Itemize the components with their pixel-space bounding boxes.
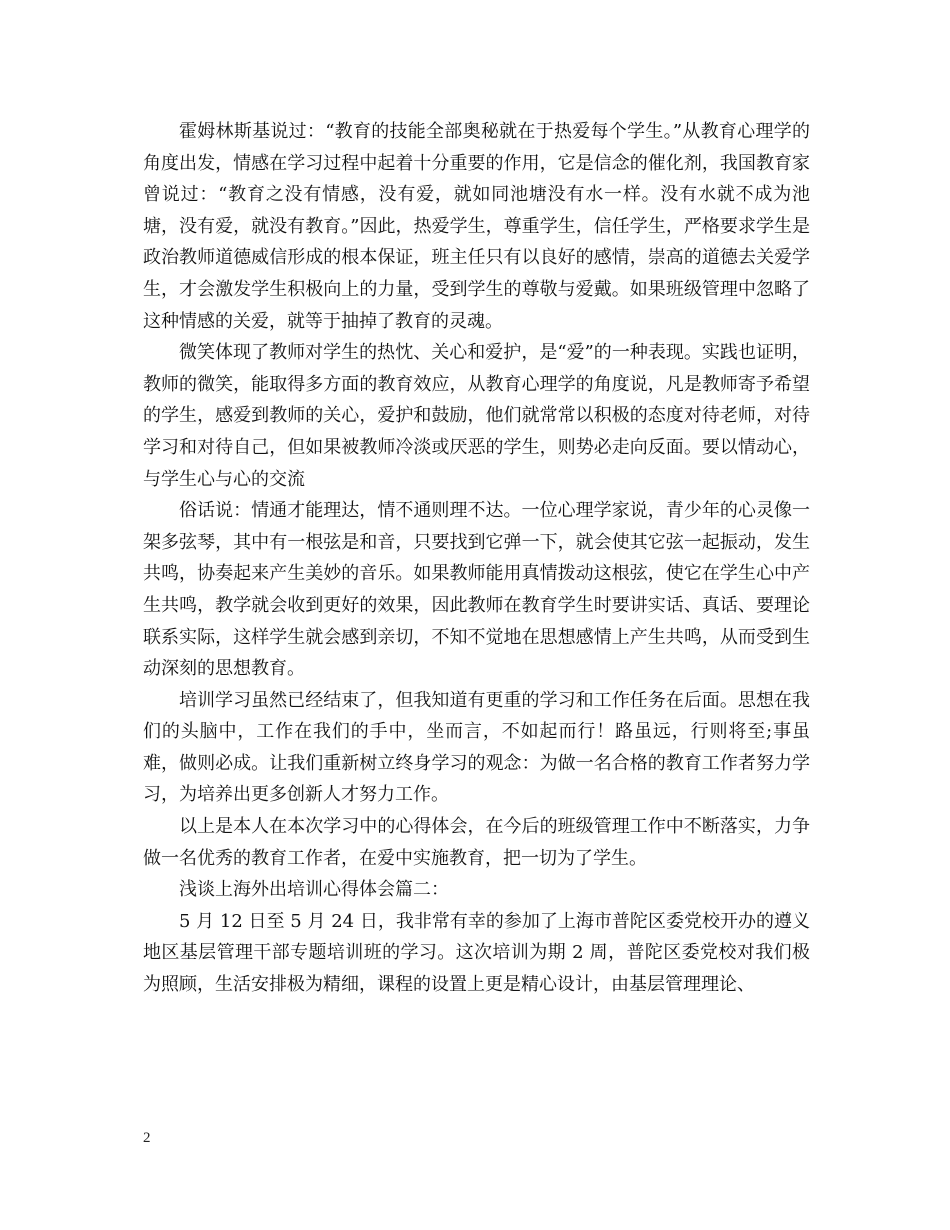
document-body — [143, 116, 810, 1001]
section-heading: 浅谈上海外出培训心得体会篇二： — [179, 879, 449, 901]
paragraph: 微笑体现了教师对学生的热忱、关心和爱护，是“爱”的一种表现。实践也证明，教师的微笑，能取得多方面的教育效应，从教育心理学的角度说，凡是教师寄予希望的学生，感爱到教师的关心，爱护和鼓励，他们就常常以积极的态度对待老师，对待学习和对待自己，但如果被教师冷淡或厌恶的学生，则势必走向反面。要以情动心，与学生心与心的交流 — [143, 342, 810, 490]
page-number: 2 — [143, 1130, 151, 1146]
paragraph: 霍姆林斯基说过：“教育的技能全部奥秘就在于热爱每个学生。”从教育心理学的角度出发，情感在学习过程中起着十分重要的作用，它是信念的催化剂，我国教育家曾说过：“教育之没有情感，没有爱，就如同池塘没有水一样。没有水就不成为池塘，没有爱，就没有教育。”因此，热爱学生，尊重学生，信任学生，严格要求学生是政治教师道德威信形成的根本保证，班主任只有以良好的感情，崇高的道德去关爱学生，才会激发学生积极向上的力量，受到学生的尊敬与爱戴。如果班级管理中忽略了这种情感的关爱，就等于抽掉了教育的灵魂。 — [143, 121, 810, 332]
paragraph: 培训学习虽然已经结束了，但我知道有更重的学习和工作任务在后面。思想在我们的头脑中，工作在我们的手中，坐而言，不如起而行！路虽远，行则将至;事虽难，做则必成。让我们重新树立终身学习的观念：为做一名合格的教育工作者努力学习，为培养出更多创新人才努力工作。 — [143, 689, 810, 806]
paragraph: 5 月 12 日至 5 月 24 日，我非常有幸的参加了上海市普陀区委党校开办的遵义地区基层管理干部专题培训班的学习。这次培训为期 2 周，普陀区委党校对我们极为照顾，生活安排极为精细，课程的设置上更是精心设计，由基层管理理论、 — [143, 910, 810, 996]
paragraph: 俗话说：情通才能理达，情不通则理不达。一位心理学家说，青少年的心灵像一架多弦琴，其中有一根弦是和音，只要找到它弹一下，就会使其它弦一起振动，发生共鸣，协奏起来产生美妙的音乐。如果教师能用真情拨动这根弦，使它在学生心中产生共鸣，教学就会收到更好的效果，因此教师在教育学生时要讲实话、真话、要理论联系实际，这样学生就会感到亲切，不知不觉地在思想感情上产生共鸣，从而受到生动深刻的思想教育。 — [143, 500, 810, 680]
paragraph: 以上是本人在本次学习中的心得体会，在今后的班级管理工作中不断落实，力争做一名优秀的教育工作者，在爱中实施教育，把一切为了学生。 — [143, 816, 810, 869]
